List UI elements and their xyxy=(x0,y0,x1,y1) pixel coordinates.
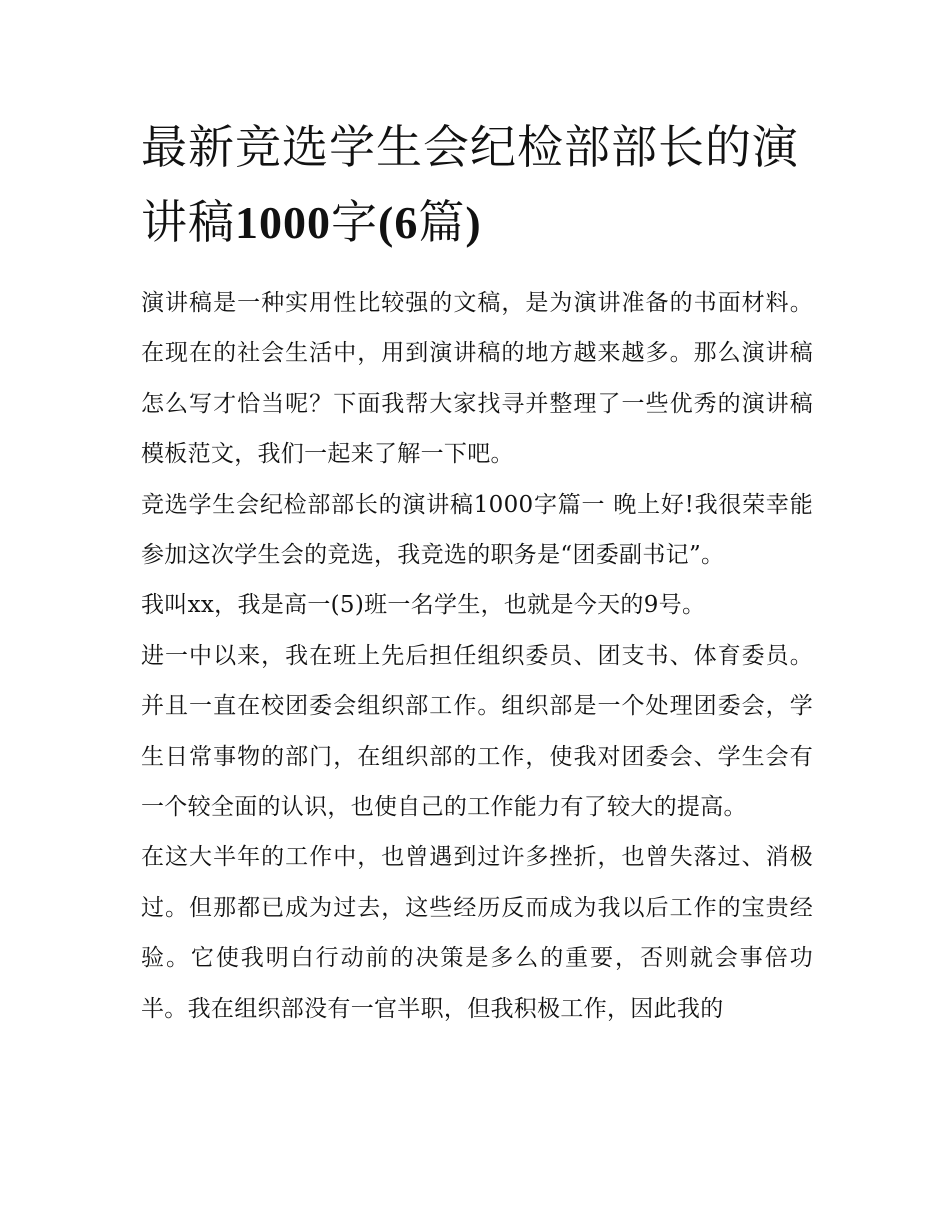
document-title: 最新竞选学生会纪检部部长的演讲稿1000字(6篇) xyxy=(141,120,799,249)
paragraph-intro: 演讲稿是一种实用性比较强的文稿，是为演讲准备的书面材料。在现在的社会生活中，用到演讲稿的地方越来越多。那么演讲稿怎么写才恰当呢？下面我帮大家找寻并整理了一些优秀的演讲稿模板范文，我们一起来了解一下吧。 xyxy=(141,290,813,468)
document-page xyxy=(141,110,813,1034)
paragraph-reflection: 在这大半年的工作中，也曾遇到过许多挫折，也曾失落过、消极过。但那都已成为过去，这些经历反而成为我以后工作的宝贵经验。它使我明白行动前的决策是多么的重要，否则就会事倍功半。我在组织部没有一官半职，但我积极工作，因此我的 xyxy=(141,844,813,1022)
paragraph-experience: 进一中以来，我在班上先后担任组织委员、团支书、体育委员。并且一直在校团委会组织部工作。组织部是一个处理团委会，学生日常事物的部门，在组织部的工作，使我对团委会、学生会有一个较全面的认识，也使自己的工作能力有了较大的提高。 xyxy=(141,642,813,821)
paragraph-self-introduction: 我叫xx，我是高一(5)班一名学生，也就是今天的9号。 xyxy=(141,592,706,619)
paragraph-speech-opening: 竞选学生会纪检部部长的演讲稿1000字篇一 晚上好!我很荣幸能参加这次学生会的竞选，我竞选的职务是“团委副书记”。 xyxy=(141,491,813,569)
document-body xyxy=(141,278,813,1034)
